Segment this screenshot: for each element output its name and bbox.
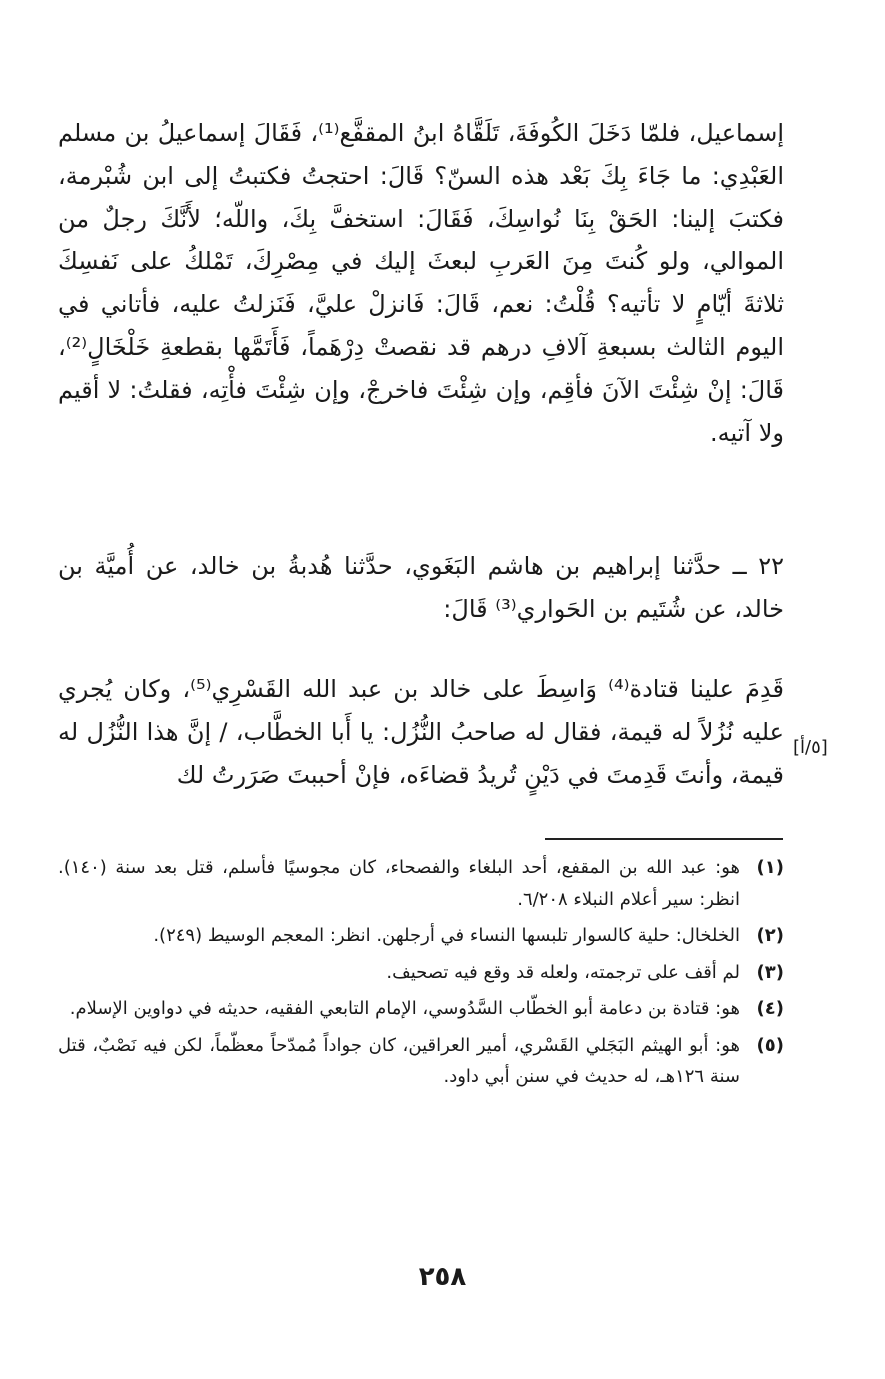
footnote-5 bbox=[58, 1030, 784, 1093]
footnote-3 bbox=[58, 957, 784, 989]
footnote-number: (٤) bbox=[756, 998, 784, 1019]
footnote-number: (١) bbox=[756, 857, 784, 878]
footnote-text: هو: أبو الهيثم البَجَلي القَسْري، أمير العراقين، كان جواداً مُمدّحاً معظّماً، لكن فيه نَصْبٌ، قتل سنة ١٢٦هـ، له حديث في سنن أبي داود. bbox=[58, 1034, 740, 1087]
footnote-1 bbox=[58, 852, 784, 915]
manuscript-folio-marker: [٥/أ] bbox=[793, 737, 828, 758]
footnote-4 bbox=[58, 993, 784, 1025]
footnote-number: (٥) bbox=[756, 1034, 784, 1056]
footnote-separator bbox=[545, 838, 783, 840]
footnote-2 bbox=[58, 920, 784, 952]
hadith-22-isnad: ٢٢ ــ حدَّثنا إبراهيم بن هاشم البَغَوي، حدَّثنا هُدبةُ بن خالد، عن أُميَّة بن خالد، عن شُتَيم بن الحَواري⁽³⁾ قَالَ: bbox=[58, 552, 784, 623]
page-number: ٢٥٨ bbox=[418, 1262, 467, 1292]
footnote-text: هو: عبد الله بن المقفع، أحد البلغاء والفصحاء، كان مجوسيًا فأسلم، قتل بعد سنة (١٤٠). انظر: سير أعلام النبلاء ٦/٢٠٨. bbox=[58, 857, 740, 910]
footnotes bbox=[58, 852, 784, 1098]
footnote-text: لم أقف على ترجمته، ولعله قد وقع فيه تصحيف. bbox=[386, 961, 740, 983]
paragraph-continuation: إسماعيل، فلمّا دَخَلَ الكُوفَةَ، تَلَقَّاهُ ابنُ المقفَّع⁽¹⁾، فَقَالَ إسماعيلُ بن مسلم العَبْدِي: ما جَاءَ بِكَ بَعْد هذه السنّ؟ قَالَ: احتجتُ فكتبتُ إلى ابن شُبْرمة، فكتبَ إلينا: الحَقْ بِنَا نُواسِكَ، فَقَالَ: استخفَّ بِكَ، واللّه؛ لأَنَّكَ رجلٌ من الموالي، ولو كُنتَ مِنَ العَربِ لبعثَ إليك في مِصْرِكَ، تَمْلكُ على نَفسِكَ ثلاثةَ أيّامٍ لا تأتيه؟ قُلْتُ: نعم، قَالَ: فَانزلْ عليَّ، فَنَزلتُ عليه، فأتاني في اليوم الثالث بسبعةِ آلافِ درهم قد نقصتْ دِرْهَماً، فَأَتَمَّها بقطعةِ خَلْخَالٍ⁽²⁾، قَالَ: إنْ شِئْتَ الآنَ فأقِم، وإن شِئْتَ فاخرجْ، وإن شِئْتَ فأْتِه، فقلتُ: لا أقيم ولا آتيه. bbox=[58, 119, 784, 447]
footnote-number: (٢) bbox=[756, 925, 784, 946]
footnote-text: الخلخال: حلية كالسوار تلبسها النساء في أرجلهن. انظر: المعجم الوسيط (٢٤٩). bbox=[153, 925, 740, 946]
footnote-number: (٣) bbox=[756, 961, 784, 983]
hadith-22-matn: قَدِمَ علينا قتادة⁽⁴⁾ وَاسِطَ على خالد بن عبد الله القَسْرِي⁽⁵⁾، وكان يُجري عليه نُزُلاً له قيمة، فقال له صاحبُ النُّزُل: يا أَبا الخطَّاب، / إنَّ هذا النُّزُل له قيمة، وأنتَ قَدِمتَ في دَيْنٍ تُريدُ قضاءَه، فإنْ أحببتَ صَرَرتُ لك bbox=[58, 675, 784, 789]
footnote-text: هو: قتادة بن دعامة أبو الخطّاب السَّدُوسي، الإمام التابعي الفقيه، حديثه في دواوين الإسلام. bbox=[69, 998, 740, 1019]
